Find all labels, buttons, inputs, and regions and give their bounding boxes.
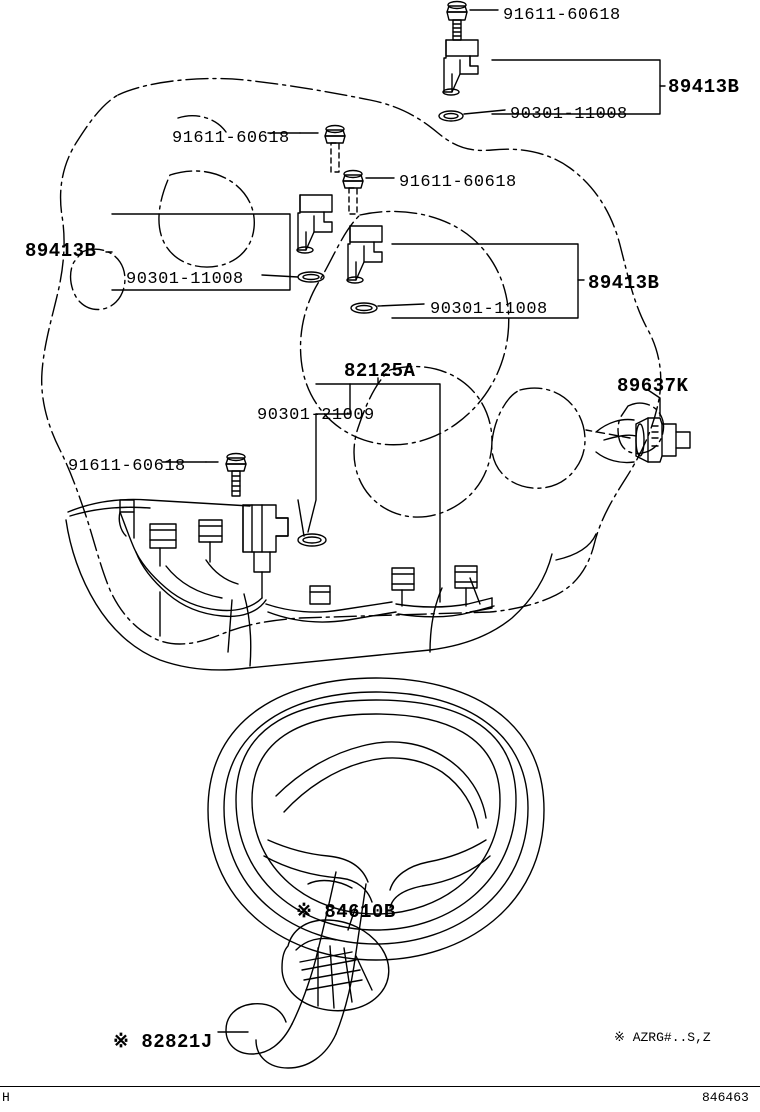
label-90301-11008-left: 90301-11008 [126, 270, 244, 289]
label-91611-60618-top: 91611-60618 [503, 6, 621, 25]
sheet-left-code: H [2, 1090, 10, 1105]
label-91611-60618-left: 91611-60618 [172, 129, 290, 148]
label-90301-11008-top: 90301-11008 [510, 105, 628, 124]
label-89413b-left: 89413B [25, 240, 97, 262]
label-91611-60618-middle: 91611-60618 [399, 173, 517, 192]
label-91611-60618-bottom: 91611-60618 [68, 457, 186, 476]
sheet-title-code: 846463 [702, 1090, 749, 1105]
label-89413b-right: 89413B [588, 272, 660, 294]
label-82821j: ※ 82821J [113, 1031, 213, 1053]
diagram-note: ※ AZRG#..S,Z [614, 1030, 711, 1045]
label-90301-21009: 90301-21009 [257, 406, 375, 425]
label-90301-11008-middle: 90301-11008 [430, 300, 548, 319]
label-82125a: 82125A [344, 360, 416, 382]
label-89413b-top-right: 89413B [668, 76, 740, 98]
footer-divider [0, 1086, 760, 1087]
label-89637k: 89637K [617, 375, 689, 397]
label-84610b: ※ 84610B [296, 901, 396, 923]
